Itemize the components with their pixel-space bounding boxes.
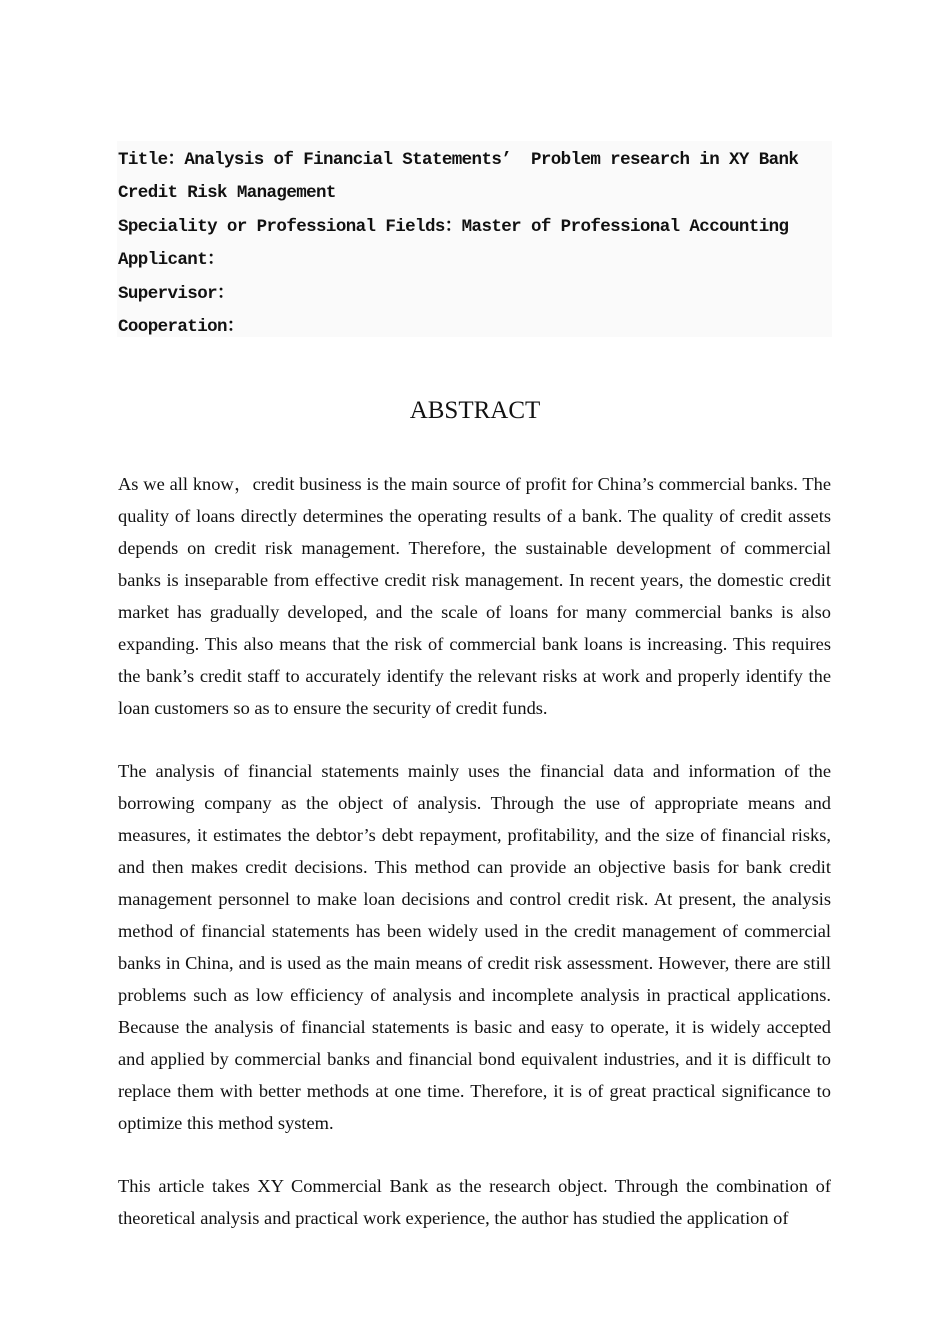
thesis-metadata-block (117, 141, 832, 337)
abstract-paragraph-1: As we all know，credit business is the main source of profit for China’s commercial banks. The quality of loans directly determines the operating results of a bank. The quality of credit assets depends on credit risk management. Therefore, the sustainable development of commercial banks is inseparable from effective credit risk management. In recent years, the domestic credit market has gradually developed, and the scale of loans for many commercial banks is also expanding. This also means that the risk of commercial bank loans is increasing. This requires the bank’s credit staff to accurately identify the relevant risks at work and properly identify the loan customers so as to ensure the security of credit funds. (118, 474, 831, 718)
supervisor-field: Supervisor： (118, 284, 234, 304)
speciality-field: Speciality or Professional Fields：Master of Professional Accounting (118, 217, 789, 237)
thesis-title-line-2: Credit Risk Management (118, 183, 336, 203)
abstract-paragraph-2: The analysis of financial statements mainly uses the financial data and information of the borrowing company as the object of analysis. Through the use of appropriate means and measures, it estimates the debtor’s debt repayment, profitability, and the size of financial risks, and then makes credit decisions. This method can provide an objective basis for bank credit management personnel to make loan decisions and control credit risk. At present, the analysis method of financial statements has been widely used in the credit management of commercial banks in China, and is used as the main means of credit risk assessment. However, there are still problems such as low efficiency of analysis and incomplete analysis in practical applications. Because the analysis of financial statements is basic and easy to operate, it is widely accepted and applied by commercial banks and financial bond equivalent industries, and it is difficult to replace them with better methods at one time. Therefore, it is of great practical significance to optimize this method system. (118, 761, 831, 1133)
abstract-heading: ABSTRACT (409, 397, 541, 424)
abstract-paragraph-3: This article takes XY Commercial Bank as the research object. Through the combination of theoretical analysis and practical work experience, the author has studied the application of (118, 1176, 831, 1228)
thesis-title-line-1: Title：Analysis of Financial Statements’ Problem research in XY Bank (118, 150, 799, 170)
cooperation-field: Cooperation： (118, 317, 244, 337)
applicant-field: Applicant： (118, 250, 225, 270)
